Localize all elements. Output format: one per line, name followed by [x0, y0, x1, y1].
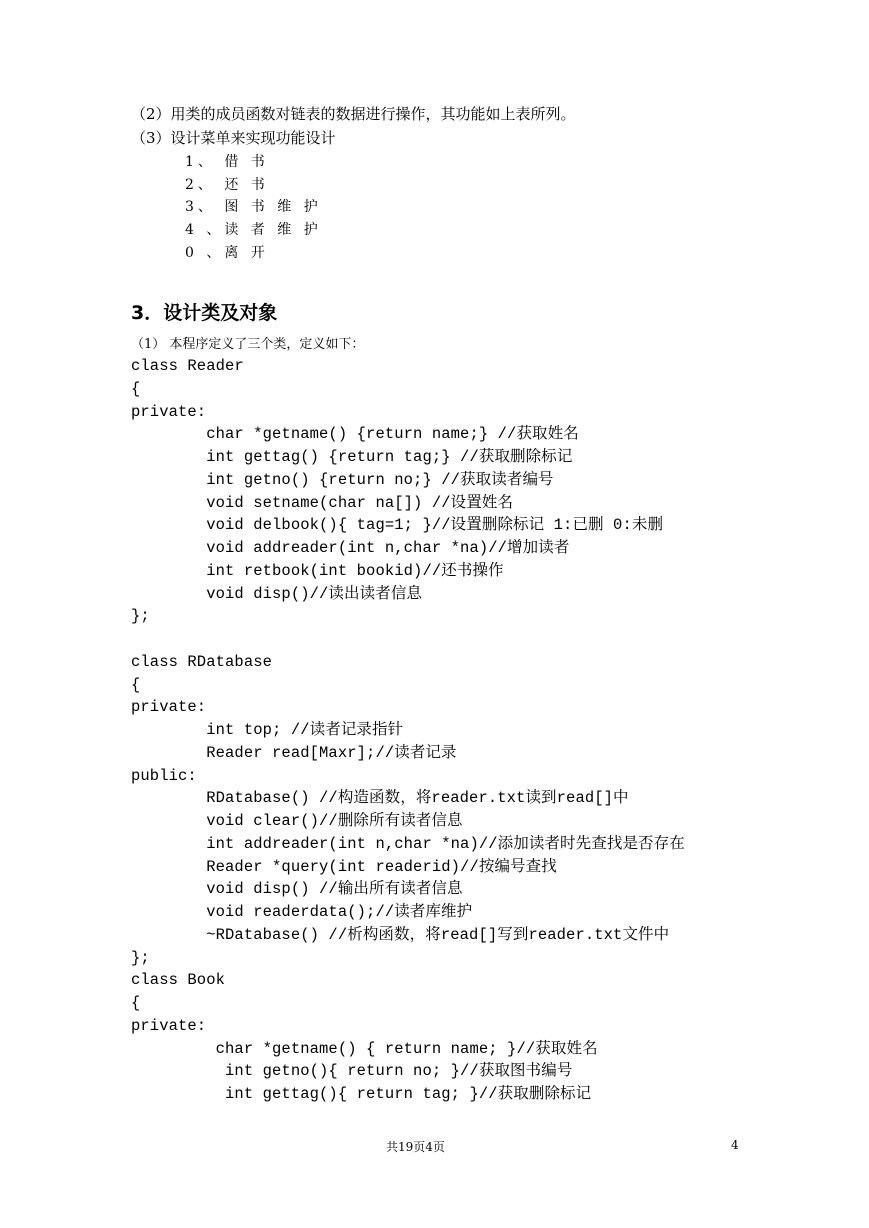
menu-item-return: 2、 还 书	[185, 177, 269, 193]
code-line: };	[131, 607, 150, 626]
code-line: int addreader(int n,char *na)//添加读者时先查找是否存在	[131, 834, 685, 853]
code-line: {	[131, 994, 141, 1012]
code-line: private:	[131, 402, 207, 421]
menu-item-borrow: 1、 借 书	[185, 154, 269, 170]
section-heading: 3．设计类及对象	[131, 302, 278, 324]
code-line: {	[131, 675, 141, 694]
code-line: int gettag() {return tag;} //获取删除标记	[131, 448, 573, 466]
section-intro: （1） 本程序定义了三个类，定义如下：	[131, 337, 365, 352]
paragraph-item-3: （3）设计菜单来实现功能设计	[131, 129, 336, 147]
code-line: int getno() {return no;} //获取读者编号	[131, 470, 554, 489]
code-line: void setname(char na[]) //设置姓名	[131, 493, 514, 512]
code-line: void disp()//读出读者信息	[131, 584, 423, 603]
code-line: char *getname() { return name; }//获取姓名	[131, 1039, 598, 1058]
code-line: public:	[131, 766, 197, 785]
code-line: int top; //读者记录指针	[131, 721, 404, 739]
code-line: Reader read[Maxr];//读者记录	[131, 743, 457, 762]
code-line: };	[131, 948, 150, 967]
code-line: private:	[131, 1016, 207, 1035]
code-line: int gettag(){ return tag; }//获取删除标记	[131, 1085, 592, 1103]
paragraph-item-2: （2）用类的成员函数对链表的数据进行操作，其功能如上表所列。	[131, 105, 576, 123]
code-line: void disp() //输出所有读者信息	[131, 880, 463, 899]
code-line: void readerdata();//读者库维护	[131, 903, 473, 921]
code-line: void clear()//删除所有读者信息	[131, 812, 463, 830]
menu-item-exit: 0 、离 开	[185, 245, 269, 261]
code-line: class Book	[131, 971, 226, 990]
code-line: Reader *query(int readerid)//按编号查找	[131, 857, 557, 876]
code-line: {	[131, 379, 141, 398]
code-line: ~RDatabase() //析构函数，将read[]写到reader.txt文件中	[131, 925, 670, 944]
code-line: int getno(){ return no; }//获取图书编号	[131, 1062, 573, 1081]
code-line: int retbook(int bookid)//还书操作	[131, 561, 504, 580]
code-line: class RDatabase	[131, 652, 273, 671]
menu-item-reader-maintenance: 4 、读 者 维 护	[185, 222, 322, 238]
code-line: void addreader(int n,char *na)//增加读者	[131, 539, 570, 557]
page-number: 4	[731, 1138, 739, 1152]
code-line: void delbook(){ tag=1; }//设置删除标记 1:已删 0:未删	[131, 516, 664, 535]
page-count: 共19页4页	[386, 1140, 445, 1154]
code-line: private:	[131, 698, 207, 717]
code-line: char *getname() {return name;} //获取姓名	[131, 425, 579, 444]
code-line: RDatabase() //构造函数，将reader.txt读到read[]中	[131, 789, 629, 808]
code-line: class Reader	[131, 357, 244, 375]
menu-item-book-maintenance: 3、 图 书 维 护	[185, 199, 322, 215]
